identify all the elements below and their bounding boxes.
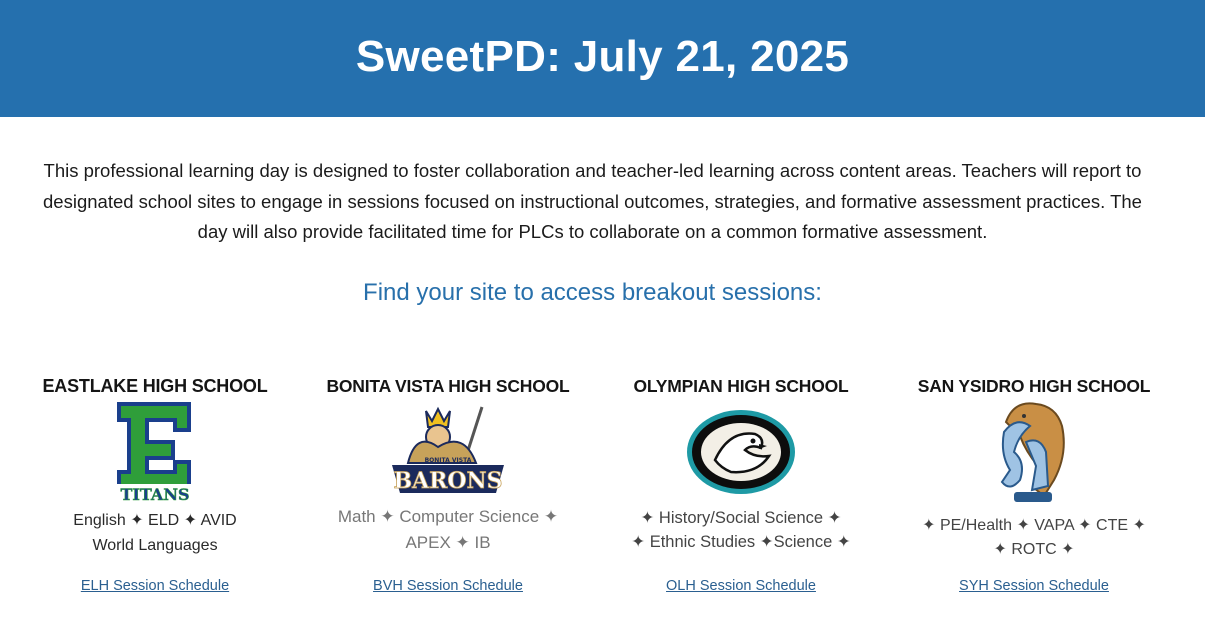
subjects-line: Math ✦ Computer Science ✦ <box>337 507 559 526</box>
subjects-line: ✦ PE/Health ✦ VAPA ✦ CTE ✦ <box>922 517 1146 534</box>
school-name: SAN YSIDRO HIGH SCHOOL <box>917 376 1151 396</box>
school-card-san-ysidro <box>909 374 1159 594</box>
olh-session-schedule-link[interactable]: OLH Session Schedule <box>666 578 816 594</box>
school-name: OLYMPIAN HIGH SCHOOL <box>633 376 849 396</box>
subjects-line: ✦ Ethnic Studies ✦Science ✦ <box>631 533 851 551</box>
svg-text:BARONS: BARONS <box>393 468 503 494</box>
subjects-line: English ✦ ELD ✦ AVID <box>73 512 237 529</box>
school-card-bonita-vista <box>323 374 573 594</box>
header-banner <box>0 0 1205 117</box>
find-site-heading: Find your site to access breakout sessions: <box>363 279 822 306</box>
school-card-olympian <box>616 374 866 594</box>
svg-text:BONITA VISTA: BONITA VISTA <box>424 457 472 464</box>
school-name: EASTLAKE HIGH SCHOOL <box>42 376 268 396</box>
subjects-list <box>616 506 866 554</box>
intro-paragraph: This professional learning day is designed to foster collaboration and teacher-led learning across content areas. Teachers will report to designated school sites to engage in sessions focused on instructional outcomes, strategies, and formative assessment practices. The day will also provide facilitated time for PLCs to collaborate on a common formative assessment. <box>43 160 1142 242</box>
school-name: BONITA VISTA HIGH SCHOOL <box>326 376 570 396</box>
subjects-line: ✦ ROTC ✦ <box>993 541 1075 558</box>
svg-text:TITANS: TITANS <box>120 485 190 504</box>
eastlake-titans-logo <box>30 398 280 506</box>
san-ysidro-cougar-logo <box>909 398 1159 506</box>
subjects-line: ✦ History/Social Science ✦ <box>640 509 842 527</box>
subjects-list <box>30 508 280 558</box>
subjects-list <box>323 504 573 556</box>
elh-session-schedule-link[interactable]: ELH Session Schedule <box>80 578 230 594</box>
olympian-eagle-logo <box>616 398 866 506</box>
subjects-line: World Languages <box>92 537 218 554</box>
page-title: SweetPD: July 21, 2025 <box>355 32 850 81</box>
subjects-list <box>909 514 1159 562</box>
syh-session-schedule-link[interactable]: SYH Session Schedule <box>959 578 1109 594</box>
school-card-eastlake <box>30 374 280 594</box>
bonita-vista-barons-logo <box>323 398 573 506</box>
bvh-session-schedule-link[interactable]: BVH Session Schedule <box>373 578 523 594</box>
subjects-line: APEX ✦ IB <box>405 533 491 552</box>
